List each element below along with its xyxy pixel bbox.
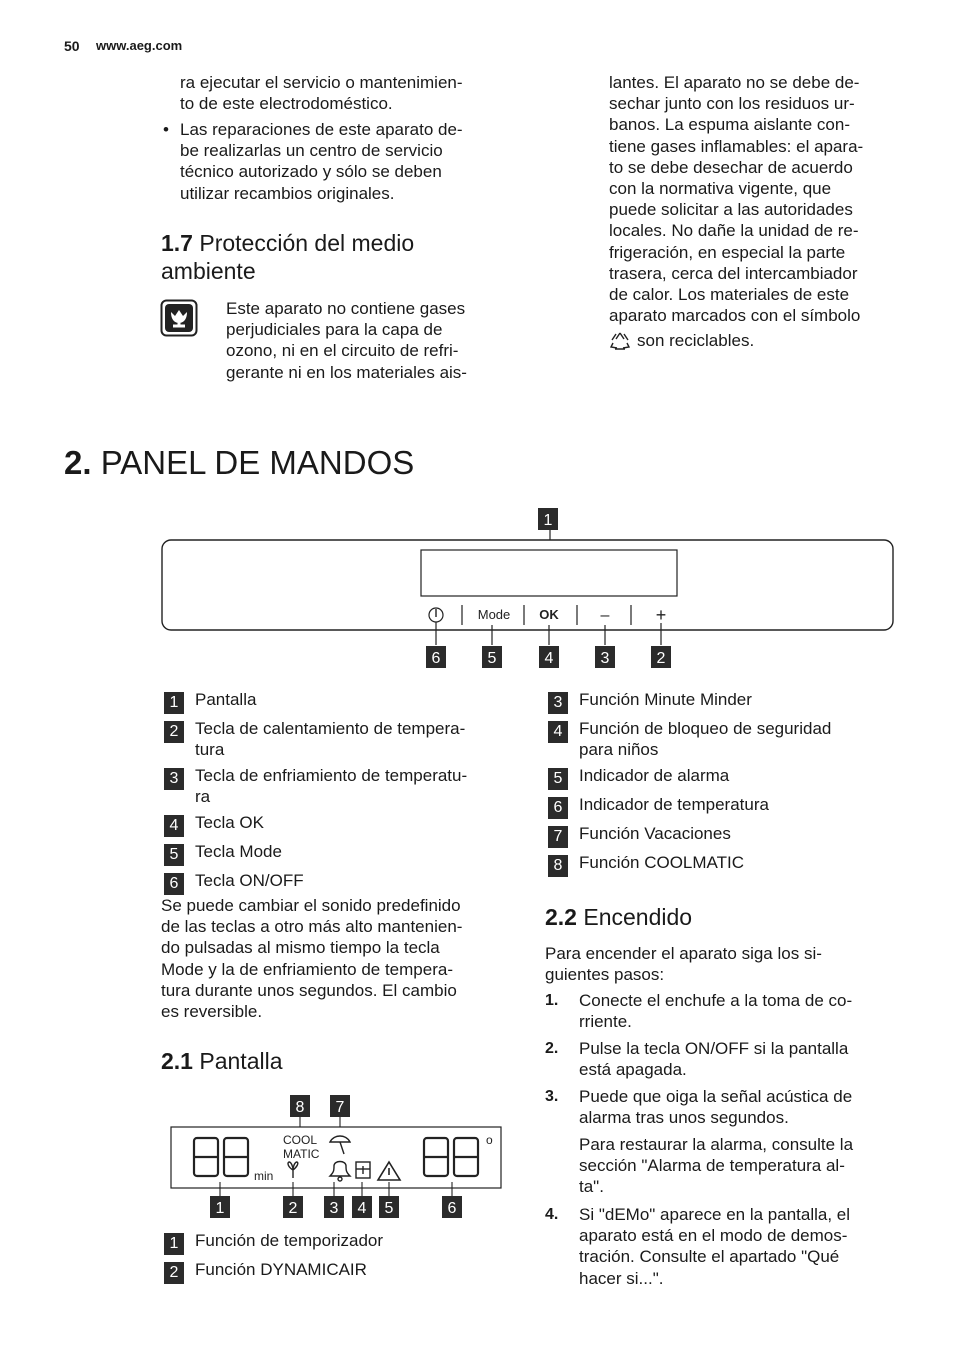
panel-callout-5: 5 (487, 650, 497, 667)
degree-symbol: o (486, 1133, 493, 1147)
cool-label: COOL (283, 1133, 318, 1147)
site-url: www.aeg.com (96, 38, 183, 53)
display-callout-2: 2 (288, 1200, 298, 1217)
plus-button-label: + (655, 605, 667, 625)
legend-item: 6 Tecla ON/OFF (164, 870, 304, 895)
continued-text: ra ejecutar el servicio o mantenimien- to de este electrodoméstico. (180, 73, 463, 114)
panel-callout-4: 4 (544, 650, 554, 667)
legend-item: 4 Tecla OK (164, 812, 264, 837)
mode-button-label: Mode (477, 607, 511, 622)
step-item: 2. Pulse la tecla ON/OFF si la pantalla está apagada. (545, 1039, 849, 1080)
panel-callout-1-label: 1 (543, 512, 553, 529)
legend-item: 5 Indicador de alarma (548, 765, 729, 790)
legend-item: 4 Función de bloqueo de seguridad para niños (548, 718, 831, 760)
minus-button-label: – (600, 607, 610, 624)
panel-callout-2: 2 (656, 650, 666, 667)
step-item: 3. Puede que oiga la señal acústica de alarma tras unos segundos. (545, 1087, 853, 1128)
min-label: min (254, 1169, 274, 1183)
disposal-text: lantes. El aparato no se debe de- sechar junto con los residuos ur- banos. La espuma aislante con- tiene gases inflamables: el apara- to se debe desechar de acuerdo con la normativa vigente, que puede solicitar a las autoridades locales. No dañe la unidad de re- frigeración, en especial la parte trasera, cerca del intercambiador de calor. Los materiales de este aparato marcados con el símbolo son reciclables. (609, 73, 864, 351)
recycle-icon (609, 331, 631, 351)
step-note: Para restaurar la alarma, consulte la sección "Alarma de temperatura al- ta". (579, 1135, 854, 1197)
page-number: 50 (64, 38, 80, 54)
display-window (421, 550, 677, 596)
step-item: 1. Conecte el enchufe a la toma de co- rriente. (545, 991, 853, 1032)
environment-icon (160, 299, 198, 342)
display-callout-8: 8 (295, 1099, 305, 1116)
sound-paragraph: Se puede cambiar el sonido predefinido de las teclas a otro más alto mantenien- do pulsadas al mismo tiempo la tecla Mode y la de enfriamiento de tempera- tura durante unos segundos. El cambio es reversible. (161, 896, 463, 1022)
legend-item: 1 Función de temporizador (164, 1230, 383, 1255)
display-callout-7: 7 (335, 1099, 345, 1116)
legend-item: 5 Tecla Mode (164, 841, 282, 866)
panel-callout-3: 3 (600, 650, 610, 667)
display-callout-4: 4 (357, 1200, 367, 1217)
legend-item: 2 Función DYNAMICAIR (164, 1259, 367, 1284)
control-panel-diagram (158, 505, 898, 675)
section-heading-1-7: 1.7 Protección del medio ambiente (161, 230, 415, 284)
disposal-last-line: son reciclables. (637, 331, 755, 351)
legend-item: 7 Función Vacaciones (548, 823, 731, 848)
bullet-item: • Las reparaciones de este aparato de- be realizarlas un centro de servicio técnico autorizado y sólo se deben utilizar recambios originales. (163, 120, 463, 203)
ok-button-label: OK (539, 607, 559, 622)
chapter-title: 2. PANEL DE MANDOS (64, 444, 415, 481)
display-diagram (160, 1090, 510, 1222)
legend-item: 1 Pantalla (164, 689, 256, 714)
legend-item: 3 Tecla de enfriamiento de temperatu- ra (164, 765, 467, 807)
display-callout-5: 5 (384, 1200, 394, 1217)
display-callout-6: 6 (447, 1200, 457, 1217)
display-callout-3: 3 (329, 1200, 339, 1217)
section-heading-2-2: 2.2 Encendido (545, 904, 693, 930)
legend-item: 2 Tecla de calentamiento de tempera- tura (164, 718, 465, 760)
on-intro: Para encender el aparato siga los si- guientes pasos: (545, 944, 822, 985)
panel-callout-6: 6 (431, 650, 441, 667)
display-callout-1: 1 (215, 1200, 225, 1217)
legend-item: 6 Indicador de temperatura (548, 794, 769, 819)
bullet-dot: • (163, 120, 169, 139)
legend-item: 8 Función COOLMATIC (548, 852, 744, 877)
section-heading-2-1: 2.1 Pantalla (161, 1048, 283, 1074)
environment-text: Este aparato no contiene gases perjudiciales para la capa de ozono, ni en el circuito de refri- gerante ni en los materiales ais- (226, 299, 467, 382)
legend-item: 3 Función Minute Minder (548, 689, 752, 714)
matic-label: MATIC (283, 1147, 320, 1161)
step-item: 4. Si "dEMo" aparece en la pantalla, el aparato está en el modo de demos- tración. Consulte el apartado "Qué hacer si...". (545, 1205, 851, 1288)
